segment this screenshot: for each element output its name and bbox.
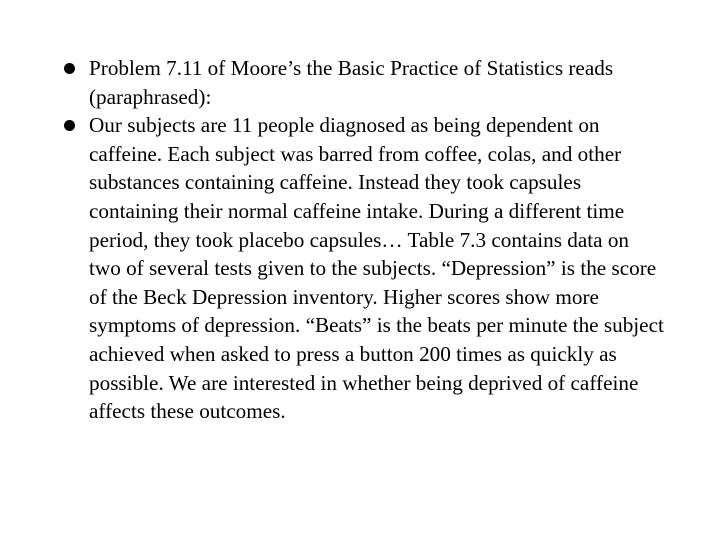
bullet-item-problem-intro <box>64 54 664 111</box>
bullet-dot-icon <box>64 120 75 131</box>
bullet-dot-icon <box>64 63 75 74</box>
bullet-text: Problem 7.11 of Moore’s the Basic Practice of Statistics reads (paraphrased): <box>89 56 614 109</box>
bullet-item-study-description <box>64 111 664 426</box>
bullet-list <box>64 54 664 426</box>
bullet-text: Our subjects are 11 people diagnosed as being dependent on caffeine. Each subject was barred from coffee, colas, and other substances containing caffeine. Instead they took capsules containing their normal caffeine intake. During a different time period, they took placebo capsules… Table 7.3 contains data on two of several tests given to the subjects. “Depression” is the score of the Beck Depression inventory. Higher scores show more symptoms of depression. “Beats” is the beats per minute the subject achieved when asked to press a button 200 times as quickly as possible. We are interested in whether being deprived of caffeine affects these outcomes. <box>89 113 664 424</box>
